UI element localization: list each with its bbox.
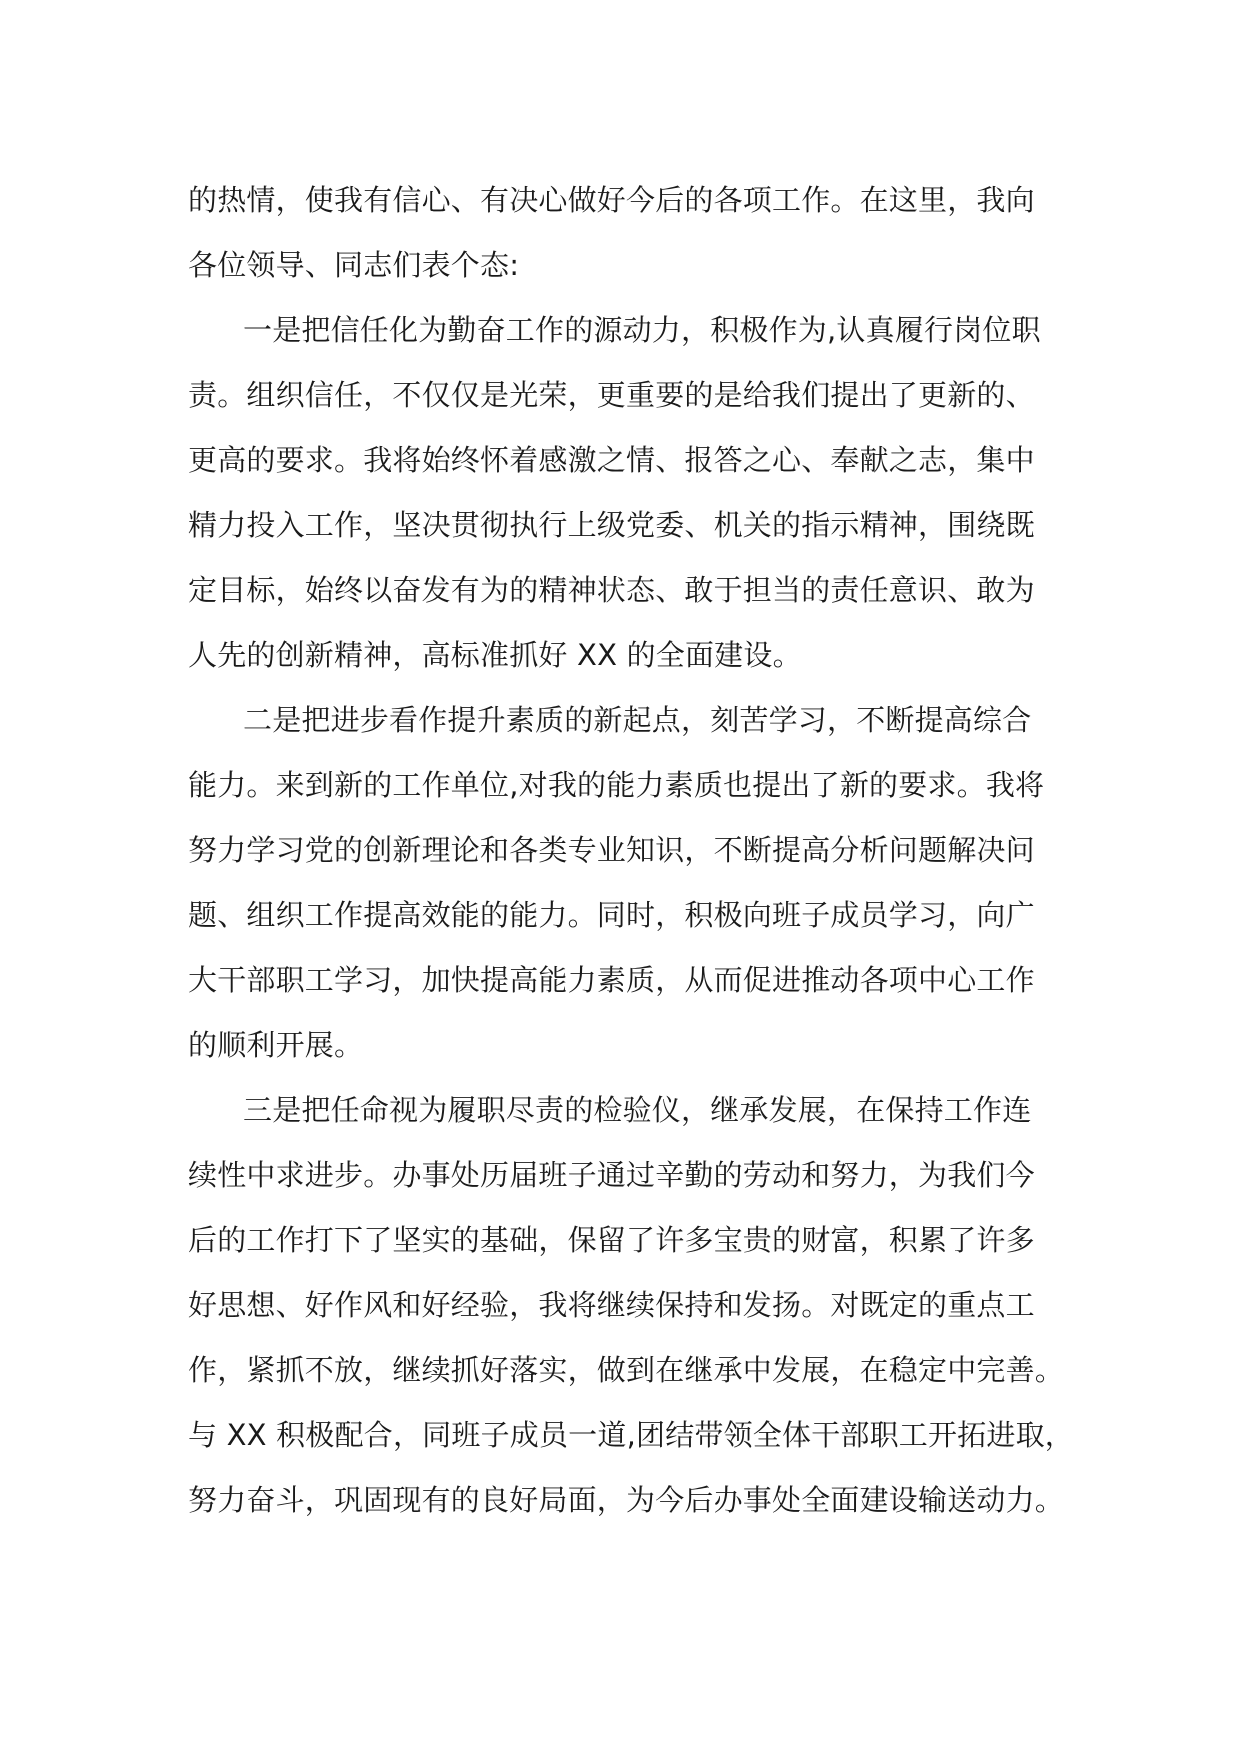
text-line: 人先的创新精神，高标准抓好 XX 的全面建设。 — [188, 638, 802, 672]
paragraph-one — [188, 298, 1068, 688]
text-line: 续性中求进步。办事处历届班子通过辛勤的劳动和努力，为我们今 — [188, 1158, 1035, 1192]
text-line: 的热情，使我有信心、有决心做好今后的各项工作。在这里，我向 — [188, 183, 1035, 217]
text-line: 二是把进步看作提升素质的新起点，刻苦学习，不断提高综合 — [243, 703, 1032, 737]
paragraph-three — [188, 1078, 1074, 1533]
text-line: 定目标，始终以奋发有为的精神状态、敢于担当的责任意识、敢为 — [188, 573, 1035, 607]
paragraph-intro — [188, 168, 1068, 298]
text-line: 与 XX 积极配合，同班子成员一道,团结带领全体干部职工开拓进取， — [188, 1418, 1074, 1452]
document-body — [188, 168, 1074, 1533]
text-line: 更高的要求。我将始终怀着感激之情、报答之心、奉献之志，集中 — [188, 443, 1035, 477]
text-line: 作，紧抓不放，继续抓好落实，做到在继承中发展，在稳定中完善。 — [188, 1353, 1065, 1387]
text-line: 的顺利开展。 — [188, 1028, 364, 1062]
text-line: 能力。来到新的工作单位,对我的能力素质也提出了新的要求。我将 — [188, 768, 1045, 802]
text-line: 大干部职工学习，加快提高能力素质，从而促进推动各项中心工作 — [188, 963, 1035, 997]
text-line: 后的工作打下了坚实的基础，保留了许多宝贵的财富，积累了许多 — [188, 1223, 1035, 1257]
text-line: 题、组织工作提高效能的能力。同时，积极向班子成员学习，向广 — [188, 898, 1035, 932]
text-line: 各位领导、同志们表个态: — [188, 248, 520, 282]
text-line: 努力奋斗，巩固现有的良好局面，为今后办事处全面建设输送动力。 — [188, 1483, 1065, 1517]
text-line: 责。组织信任，不仅仅是光荣，更重要的是给我们提出了更新的、 — [188, 378, 1035, 412]
text-line: 一是把信任化为勤奋工作的源动力，积极作为,认真履行岗位职 — [243, 313, 1041, 347]
text-line: 好思想、好作风和好经验，我将继续保持和发扬。对既定的重点工 — [188, 1288, 1035, 1322]
text-line: 努力学习党的创新理论和各类专业知识，不断提高分析问题解决问 — [188, 833, 1035, 867]
text-line: 精力投入工作，坚决贯彻执行上级党委、机关的指示精神，围绕既 — [188, 508, 1035, 542]
text-line: 三是把任命视为履职尽责的检验仪，继承发展，在保持工作连 — [243, 1093, 1032, 1127]
paragraph-two — [188, 688, 1068, 1078]
